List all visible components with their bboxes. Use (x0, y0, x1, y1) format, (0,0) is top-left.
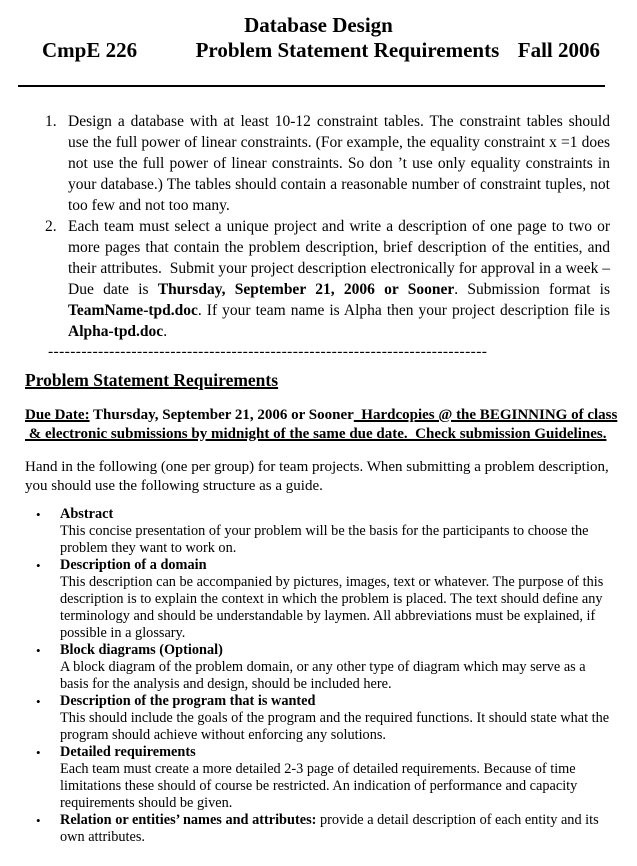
text-run: Hardcopies @ the BEGINNING of class & electronic submissions by midnight of the same due date. Check submission Guidelines. (25, 407, 618, 442)
list-item-text (68, 216, 610, 342)
bullet-item-text (60, 812, 612, 846)
bullet-item (33, 506, 612, 557)
bullet-icon: • (36, 558, 41, 573)
bullet-item-text (60, 693, 612, 744)
page-title: Database Design (244, 13, 393, 37)
text-run: . Submission format is (454, 281, 610, 298)
text-run: Due Date: (25, 407, 90, 423)
bullet-item-text (60, 557, 612, 642)
numbered-item (45, 216, 610, 342)
course-code: CmpE 226 (42, 38, 138, 62)
bullet-icon: • (36, 745, 41, 760)
bullet-title: Detailed requirements (60, 744, 196, 760)
bullet-item-text (60, 744, 612, 812)
bullet-item (33, 693, 612, 744)
bullet-icon: • (36, 813, 41, 828)
text-run: Design a database with at least 10-12 constraint tables. The constraint tables should use the full power of linear constraints. (For example, the equality constraint x =1 does not use the full power of linear constraints. So don ’t use only equality constraints in your database.) The tables should contain a reasonable number of constraint tuples, not too few and not too many. (68, 113, 610, 214)
text-run: Alpha-tpd.doc (68, 323, 164, 340)
due-date-paragraph (25, 406, 623, 444)
bullet-item-text (60, 642, 612, 693)
bullet-list (33, 506, 612, 846)
bullet-body: provide a detail description of each entity and its own attributes. (60, 812, 599, 845)
list-number: 2. (45, 218, 57, 235)
intro-paragraph: Hand in the following (one per group) for team projects. When submitting a problem description, you should use the following structure as a guide. (25, 459, 609, 494)
bullet-title: Description of the program that is wanted (60, 693, 316, 709)
bullet-body: This description can be accompanied by pictures, images, text or whatever. The purpose of this description is to explain the context in which the problem is placed. The text should define any terminology and should be understandable by laymen. All abbreviations must be explained, if possible in a glossary. (60, 574, 604, 641)
bullet-body: A block diagram of the problem domain, or any other type of diagram which may serve as a basis for the analysis and design, should be included here. (60, 659, 586, 692)
list-item-text (68, 111, 610, 216)
numbered-list (45, 111, 610, 342)
bullet-title: Abstract (60, 506, 114, 522)
bullet-body: This concise presentation of your problem will be the basis for the participants to choose the problem they want to work on. (60, 523, 589, 556)
text-run: Each team must select a unique project and write a description of one page to two or more pages that contain the problem description, brief description of the entities, and their attributes. Submit your project description electronically for approval in a week – Due date is (68, 218, 610, 298)
bullet-body: This should include the goals of the program and the required functions. It should state what the program should achieve without enforcing any solutions. (60, 710, 610, 743)
term-label: Fall 2006 (517, 38, 600, 62)
header-subtitle: Problem Statement Requirements (195, 38, 500, 62)
text-run: Thursday, September 21, 2006 or Sooner (157, 281, 455, 298)
bullet-item (33, 744, 612, 812)
bullet-title: Description of a domain (60, 557, 207, 573)
dashed-divider: ------------------------------------------------------------------------------- (48, 343, 488, 360)
text-run: Thursday, September 21, 2006 or Sooner (89, 407, 354, 423)
text-run: . (163, 323, 168, 340)
bullet-title: Block diagrams (Optional) (60, 642, 223, 658)
horizontal-rule (18, 85, 605, 87)
bullet-title: Relation or entities’ names and attributes: (60, 812, 317, 828)
bullet-item (33, 557, 612, 642)
bullet-icon: • (36, 694, 41, 709)
bullet-item-text (60, 506, 612, 557)
bullet-item (33, 642, 612, 693)
list-number: 1. (45, 113, 57, 130)
text-run: . If your team name is Alpha then your project description file is (197, 302, 610, 319)
bullet-icon: • (36, 643, 41, 658)
numbered-item (45, 111, 610, 216)
bullet-body: Each team must create a more detailed 2-3 page of detailed requirements. Because of time limitations these should of course be restricted. An indication of performance and capacity requirements should be given. (60, 761, 578, 811)
bullet-item (33, 812, 612, 846)
header-row (0, 38, 637, 63)
section-heading: Problem Statement Requirements (25, 370, 279, 390)
bullet-icon: • (36, 507, 41, 522)
text-run: TeamName-tpd.doc (68, 302, 198, 319)
